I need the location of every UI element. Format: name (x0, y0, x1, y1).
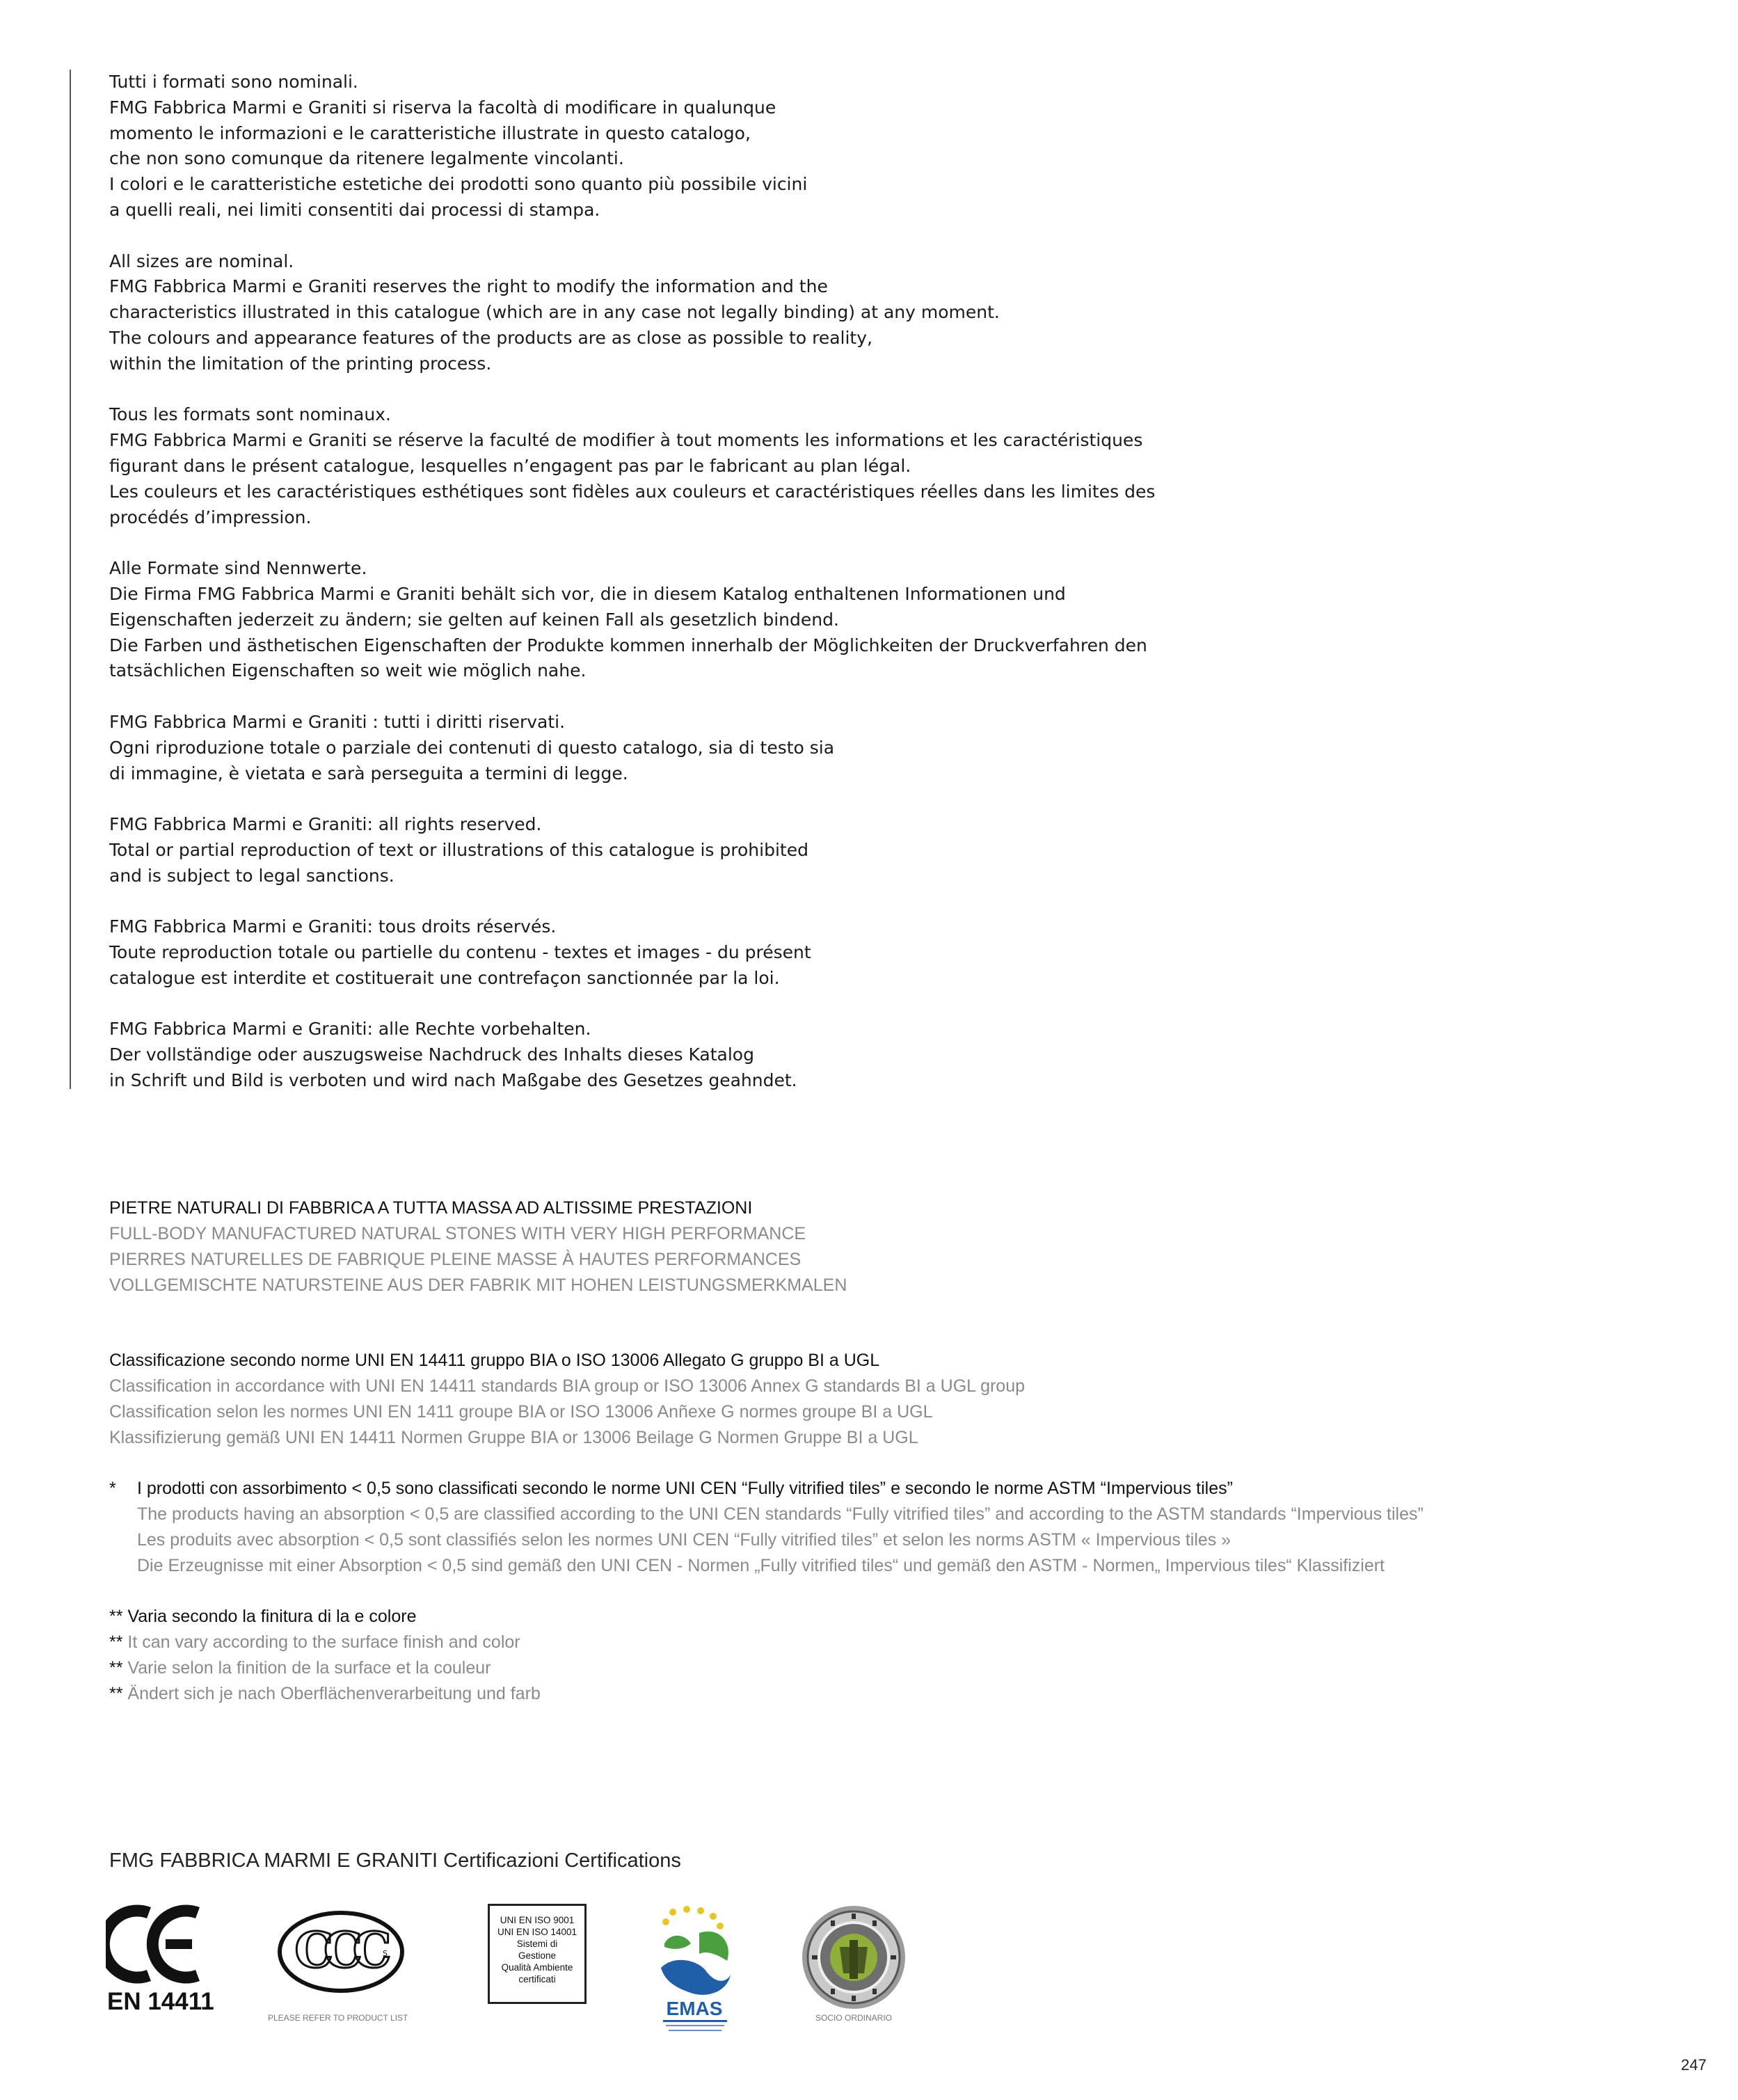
absorption-note-line: I prodotti con assorbimento < 0,5 sono classificati secondo le norme UNI CEN “Fully vitrified tiles” e secondo le norme ASTM “Impervious tiles” (137, 1479, 1233, 1498)
legal-line: Tous les formats sont nominaux. (109, 404, 391, 425)
legal-line: FMG Fabbrica Marmi e Graniti: all rights reserved. (109, 814, 542, 835)
classification-line: Classificazione secondo norme UNI EN 14411 gruppo BIA o ISO 13006 Allegato G gruppo BI a UGL (109, 1351, 880, 1370)
legal-paragraph (109, 710, 1222, 786)
iso-line: UNI EN ISO 14001 (497, 1927, 577, 1937)
legal-line: FMG Fabbrica Marmi e Graniti si riserva la facoltà di modificare in qualunque (109, 97, 776, 118)
legal-line: Die Farben und ästhetischen Eigenschaften der Produkte kommen innerhalb der Möglichkeiten der Druckverfahren den (109, 635, 1147, 655)
finish-note-line (109, 1681, 541, 1707)
iso-line: certificati (518, 1974, 556, 1984)
legal-paragraph (109, 1017, 1222, 1093)
legal-paragraph (109, 249, 1222, 377)
seal-icon (800, 1904, 908, 2012)
finish-note-line (109, 1604, 541, 1630)
legal-line: FMG Fabbrica Marmi e Graniti: tous droits réservés. (109, 916, 557, 937)
ce-logo (106, 1903, 214, 2018)
finish-note (109, 1604, 541, 1707)
margin-rule (70, 70, 71, 1089)
legal-line: catalogue est interdite et costituerait une contrefaçon sanctionnée par la loi. (109, 967, 780, 988)
legal-line: characteristics illustrated in this catalogue (which are in any case not legally binding) at any moment. (109, 302, 1000, 323)
legal-line: The colours and appearance features of the products are as close as possible to reality, (109, 327, 872, 348)
iso-certification-box (488, 1904, 587, 2004)
tagline-line: PIETRE NATURALI DI FABBRICA A TUTTA MASSA AD ALTISSIME PRESTAZIONI (109, 1198, 753, 1218)
tagline-line: FULL-BODY MANUFACTURED NATURAL STONES WITH VERY HIGH PERFORMANCE (109, 1224, 806, 1243)
legal-line: Die Firma FMG Fabbrica Marmi e Graniti behält sich vor, die in diesem Katalog enthaltenen Informationen und (109, 583, 1066, 604)
legal-line: Les couleurs et les caractéristiques esthétiques sont fidèles aux couleurs et caractéristiques réelles dans les limites des (109, 481, 1156, 502)
legal-line: di immagine, è vietata e sarà perseguita a termini di legge. (109, 763, 628, 783)
finish-note-line (109, 1630, 541, 1655)
legal-line: FMG Fabbrica Marmi e Graniti: alle Rechte vorbehalten. (109, 1019, 591, 1040)
legal-line: Alle Formate sind Nennwerte. (109, 558, 367, 579)
classification-line: Classification in accordance with UNI EN 14411 standards BIA group or ISO 13006 Annex G standards BI a UGL group (109, 1376, 1026, 1396)
tagline-line: PIERRES NATURELLES DE FABRIQUE PLEINE MASSE À HAUTES PERFORMANCES (109, 1250, 802, 1269)
note-marker: * (109, 1479, 116, 1498)
legal-line: tatsächlichen Eigenschaften so weit wie möglich nahe. (109, 660, 587, 681)
legal-paragraph (109, 812, 1222, 889)
ccc-letters: CCC (294, 1921, 382, 1979)
finish-note-marker: ** (109, 1632, 123, 1652)
ccc-logo (277, 1910, 409, 1994)
iso-line: Gestione (518, 1950, 557, 1961)
page-number: 247 (1681, 2056, 1707, 2074)
legal-line: All sizes are nominal. (109, 250, 294, 271)
absorption-note-line: The products having an absorption < 0,5 are classified according to the UNI CEN standards “Fully vitrified tiles” and according to the ASTM standards “Impervious tiles” (137, 1504, 1424, 1524)
legal-line: a quelli reali, nei limiti consentiti dai processi di stampa. (109, 199, 600, 220)
legal-line: I colori e le caratteristiche estetiche dei prodotti sono quanto più possibile vicini (109, 174, 808, 195)
classification-line: Klassifizierung gemäß UNI EN 14411 Normen Gruppe BIA or 13006 Beilage G Normen Gruppe BI a UGL (109, 1428, 918, 1447)
legal-paragraph (109, 402, 1222, 530)
ce-standard-label: EN 14411 (107, 1988, 214, 2015)
iso-line: Sistemi di (516, 1939, 558, 1949)
legal-line: within the limitation of the printing process. (109, 353, 492, 374)
emas-flower-icon (651, 1905, 741, 2034)
iso-line: Qualità Ambiente (501, 1962, 573, 1973)
finish-note-text: It can vary according to the surface finish and color (127, 1632, 520, 1652)
legal-line: Der vollständige oder auszugsweise Nachdruck des Inhalts dieses Katalog (109, 1044, 754, 1065)
finish-note-line (109, 1655, 541, 1681)
socio-caption: SOCIO ORDINARIO (815, 2013, 893, 2023)
legal-line: Eigenschaften jederzeit zu ändern; sie gelten auf keinen Fall als gesetzlich bindend. (109, 609, 839, 630)
classification-line: Classification selon les normes UNI EN 1411 groupe BIA or ISO 13006 Anñexe G normes groupe BI a UGL (109, 1402, 933, 1422)
socio-seal-logo (800, 1904, 908, 2012)
legal-line: FMG Fabbrica Marmi e Graniti reserves the right to modify the information and the (109, 276, 828, 297)
ce-mark-icon (106, 1903, 210, 1985)
tagline-line: VOLLGEMISCHTE NATURSTEINE AUS DER FABRIK MIT HOHEN LEISTUNGSMERKMALEN (109, 1275, 847, 1295)
finish-note-text: Varia secondo la finitura di la e colore (127, 1607, 417, 1626)
legal-notice (109, 70, 1222, 1120)
emas-label: EMAS (666, 1998, 723, 2019)
finish-note-marker: ** (109, 1607, 123, 1626)
absorption-note-line: Die Erzeugnisse mit einer Absorption < 0,5 sind gemäß den UNI CEN - Normen „Fully vitrified tiles“ und gemäß den ASTM - Normen„ Impervious tiles“ Klassifiziert (137, 1556, 1385, 1575)
legal-line: procédés d’impression. (109, 507, 312, 527)
absorption-note (109, 1476, 1424, 1579)
certifications-title: FMG FABBRICA MARMI E GRANITI Certificazioni Certifications (109, 1850, 681, 1872)
legal-line: FMG Fabbrica Marmi e Graniti se réserve la faculté de modifier à tout moments les informations et les caractéristiques (109, 430, 1143, 451)
finish-note-marker: ** (109, 1684, 123, 1703)
legal-line: che non sono comunque da ritenere legalmente vincolanti. (109, 148, 624, 169)
legal-line: Tutti i formati sono nominali. (109, 72, 358, 92)
ccc-caption: PLEASE REFER TO PRODUCT LIST (268, 2013, 408, 2023)
legal-line: figurant dans le présent catalogue, lesquelles n’engagent pas par le fabricant au plan légal. (109, 455, 911, 476)
iso-line: UNI EN ISO 9001 (500, 1915, 575, 1925)
legal-paragraph (109, 914, 1222, 991)
ccc-small-mark: S (383, 1949, 388, 1958)
legal-line: Ogni riproduzione totale o parziale dei contenuti di questo catalogo, sia di testo sia (109, 737, 835, 758)
legal-paragraph (109, 70, 1222, 223)
legal-line: in Schrift und Bild is verboten und wird nach Maßgabe des Gesetzes geahndet. (109, 1070, 797, 1091)
finish-note-text: Ändert sich je nach Oberflächenverarbeitung und farb (127, 1684, 541, 1703)
finish-note-marker: ** (109, 1658, 123, 1678)
legal-line: FMG Fabbrica Marmi e Graniti : tutti i diritti riservati. (109, 711, 566, 732)
ccc-mark-icon (277, 1910, 409, 1994)
product-tagline (109, 1195, 847, 1298)
finish-note-text: Varie selon la finition de la surface et la couleur (127, 1658, 491, 1678)
legal-line: and is subject to legal sanctions. (109, 865, 394, 886)
legal-line: momento le informazioni e le caratteristiche illustrate in questo catalogo, (109, 122, 751, 143)
legal-line: Total or partial reproduction of text or illustrations of this catalogue is prohibited (109, 839, 808, 860)
emas-logo (651, 1905, 741, 2034)
legal-paragraph (109, 556, 1222, 684)
classification-block (109, 1348, 1025, 1451)
legal-line: Toute reproduction totale ou partielle du contenu - textes et images - du présent (109, 942, 811, 963)
absorption-note-line: Les produits avec absorption < 0,5 sont classifiés selon les normes UNI CEN “Fully vitrified tiles” et selon les norms ASTM « Impervious tiles » (137, 1530, 1231, 1550)
